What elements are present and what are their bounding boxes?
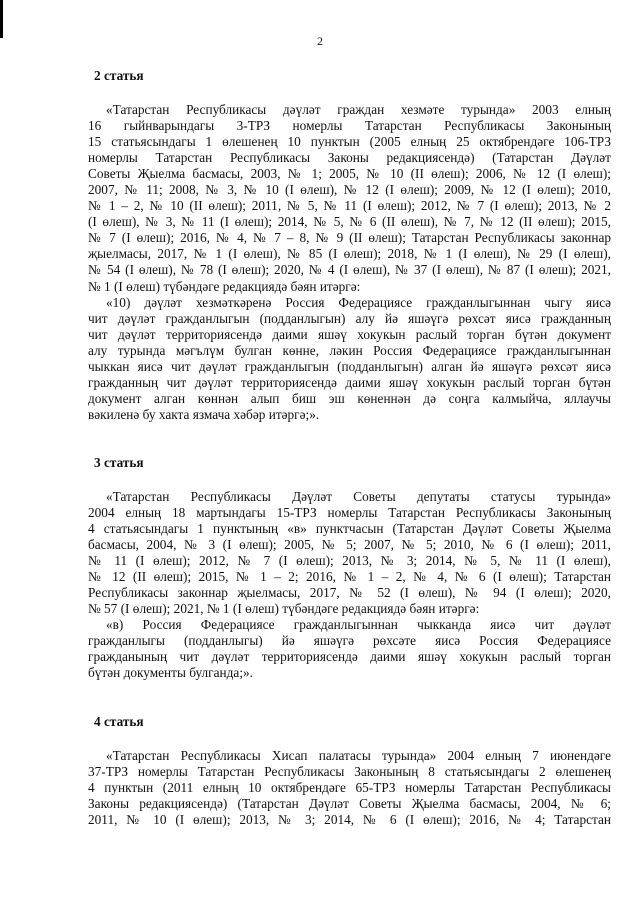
scan-edge-mark (0, 0, 3, 38)
text-line: «Татарстан Республикасы Дәүләт Советы депутаты статусы турында» (106, 488, 611, 504)
article-paragraph (88, 489, 611, 617)
text-line: 2011, № 10 (I өлеш); 2013, № 3; 2014, № 6 (I өлеш); 2016, № 4; Татарстан (88, 811, 611, 827)
text-line: № 12 (II өлеш); 2015, № 1 – 2; 2016, № 1 – 2, № 4, № 6 (I өлеш); Татарстан (88, 569, 611, 585)
text-line: 37-ТРЗ номерлы Татарстан Республикасы Законының 8 статьясындагы 2 өлешенең (88, 763, 611, 779)
text-line: чыккан яисә чит дәүләт гражданлыгын (подданлыгын) алган йә яшәүгә рөхсәт яисә (88, 358, 611, 374)
page-number: 2 (317, 34, 323, 48)
text-line: 4 статьясындагы 1 пунктының «в» пунктчасын (Татарстан Дәүләт Советы Җыелма (88, 521, 611, 537)
article-4 (88, 714, 611, 828)
text-line: № 54 (I өлеш), № 78 (I өлеш); 2020, № 4 (I өлеш), № 37 (I өлеш), № 87 (I өлеш); 2021, (88, 262, 611, 278)
article-3 (88, 455, 611, 682)
text-line: «в) Россия Федерациясе гражданлыгыннан чыкканда яисә чит дәүләт (106, 617, 611, 633)
text-line: № 1 (I өлеш) түбәндәге редакциядә бәян итәргә: (88, 278, 361, 294)
text-line: № 1 – 2, № 10 (II өлеш); 2011, № 5, № 11 (I өлеш); 2012, № 7 (I өлеш); 2013, № 2 (88, 198, 611, 214)
article-paragraph (88, 748, 611, 828)
text-line: «Татарстан Республикасы дәүләт граждан хезмәте турында» 2003 елның (106, 102, 611, 117)
text-line: чит дәүләт гражданлыгын (подданлыгын) алу йә яшәүгә рөхсәт яисә гражданның (88, 310, 611, 326)
text-line: № 11 (I өлеш); 2012, № 7 (I өлеш); 2013, № 3; 2014, № 5, № 11 (I өлеш), (88, 553, 611, 569)
text-line: алу турында мәгълүм булган көнне, ләкин Россия Федерациясе гражданлыгыннан (88, 342, 611, 358)
text-line: Советы Җыелма басмасы, 2003, № 1; 2005, № 10 (II өлеш); 2006, № 12 (I өлеш); (88, 166, 611, 182)
text-line: басмасы, 2004, № 3 (I өлеш); 2005, № 5; 2007, № 5; 2010, № 6 (I өлеш); 2011, (88, 537, 611, 553)
text-line: вәкиленә бу хакта язмача хәбәр итәргә;». (88, 406, 320, 422)
text-line: 2007, № 11; 2008, № 3, № 10 (I өлеш), № 12 (I өлеш); 2009, № 12 (I өлеш); 2010, (88, 182, 611, 198)
text-line: 16 гыйнварындагы 3-ТРЗ номерлы Татарстан Республикасы Законының (88, 118, 611, 134)
text-line: 4 пунктын (2011 елның 10 октябрендәге 65-ТРЗ номерлы Татарстан Республикасы (88, 779, 611, 795)
text-line: Республикасы законнар җыелмасы, 2017, № 52 (I өлеш), № 94 (I өлеш); 2020, (88, 585, 611, 601)
text-line: номерлы Татарстан Республикасы Законы редакциясендә) (Татарстан Дәүләт (88, 150, 611, 166)
text-line: Законы редакциясендә) (Татарстан Дәүләт Советы Җыелма басмасы, 2004, № 6; (88, 795, 611, 811)
text-line: гражданының чит дәүләт территориясендә даими яшәү хокукын раслый торган (88, 649, 611, 665)
text-line: документ алган көннән алып биш эш көненнән дә соңга калмыйча, яллаучы (88, 390, 611, 406)
text-line: (I өлеш), № 3, № 11 (I өлеш); 2014, № 5, № 6 (II өлеш), № 7, № 12 (II өлеш); 2015, (88, 214, 611, 230)
article-heading: 4 статья (94, 713, 144, 729)
text-line: № 7 (I өлеш); 2016, № 4, № 7 – 8, № 9 (II өлеш); Татарстан Республикасы законнар (88, 230, 611, 246)
text-line: 2004 елның 18 мартындагы 15-ТРЗ номерлы Татарстан Республикасы Законының (88, 504, 611, 520)
text-line: «Татарстан Республикасы Хисап палатасы турында» 2004 елның 7 июнендәге (106, 747, 611, 763)
article-paragraph (88, 102, 611, 295)
article-heading: 2 статья (94, 68, 144, 83)
text-line: җыелмасы, 2017, № 1 (I өлеш), № 85 (I өлеш); 2018, № 1 (I өлеш), № 29 (I өлеш), (88, 246, 611, 262)
text-line: бүтән документы булганда;». (88, 665, 253, 681)
text-line: чит дәүләт территориясендә даими яшәү хокукын раслый торган бүтән документ (88, 326, 611, 342)
text-line: 15 статьясындагы 1 өлешенең 10 пунктын (2005 елның 25 октябрендәге 106-ТРЗ (88, 134, 611, 150)
quoted-amendment (88, 617, 611, 681)
quoted-amendment (88, 295, 611, 423)
text-line: «10) дәүләт хезмәткәренә Россия Федерациясе гражданлыгыннан чыгу яисә (106, 294, 611, 310)
text-line: гражданның чит дәүләт территориясендә даими яшәү хокукын раслый торган бүтән (88, 374, 611, 390)
text-line: гражданлыгы (подданлыгы) йә яшәүгә рөхсәте яисә Россия Федерациясе (88, 633, 611, 649)
article-2 (88, 68, 611, 423)
text-line: № 57 (I өлеш); 2021, № 1 (I өлеш) түбәндәге редакциядә бәян итәргә: (88, 601, 480, 617)
document-body (88, 60, 611, 828)
article-heading: 3 статья (94, 454, 144, 470)
